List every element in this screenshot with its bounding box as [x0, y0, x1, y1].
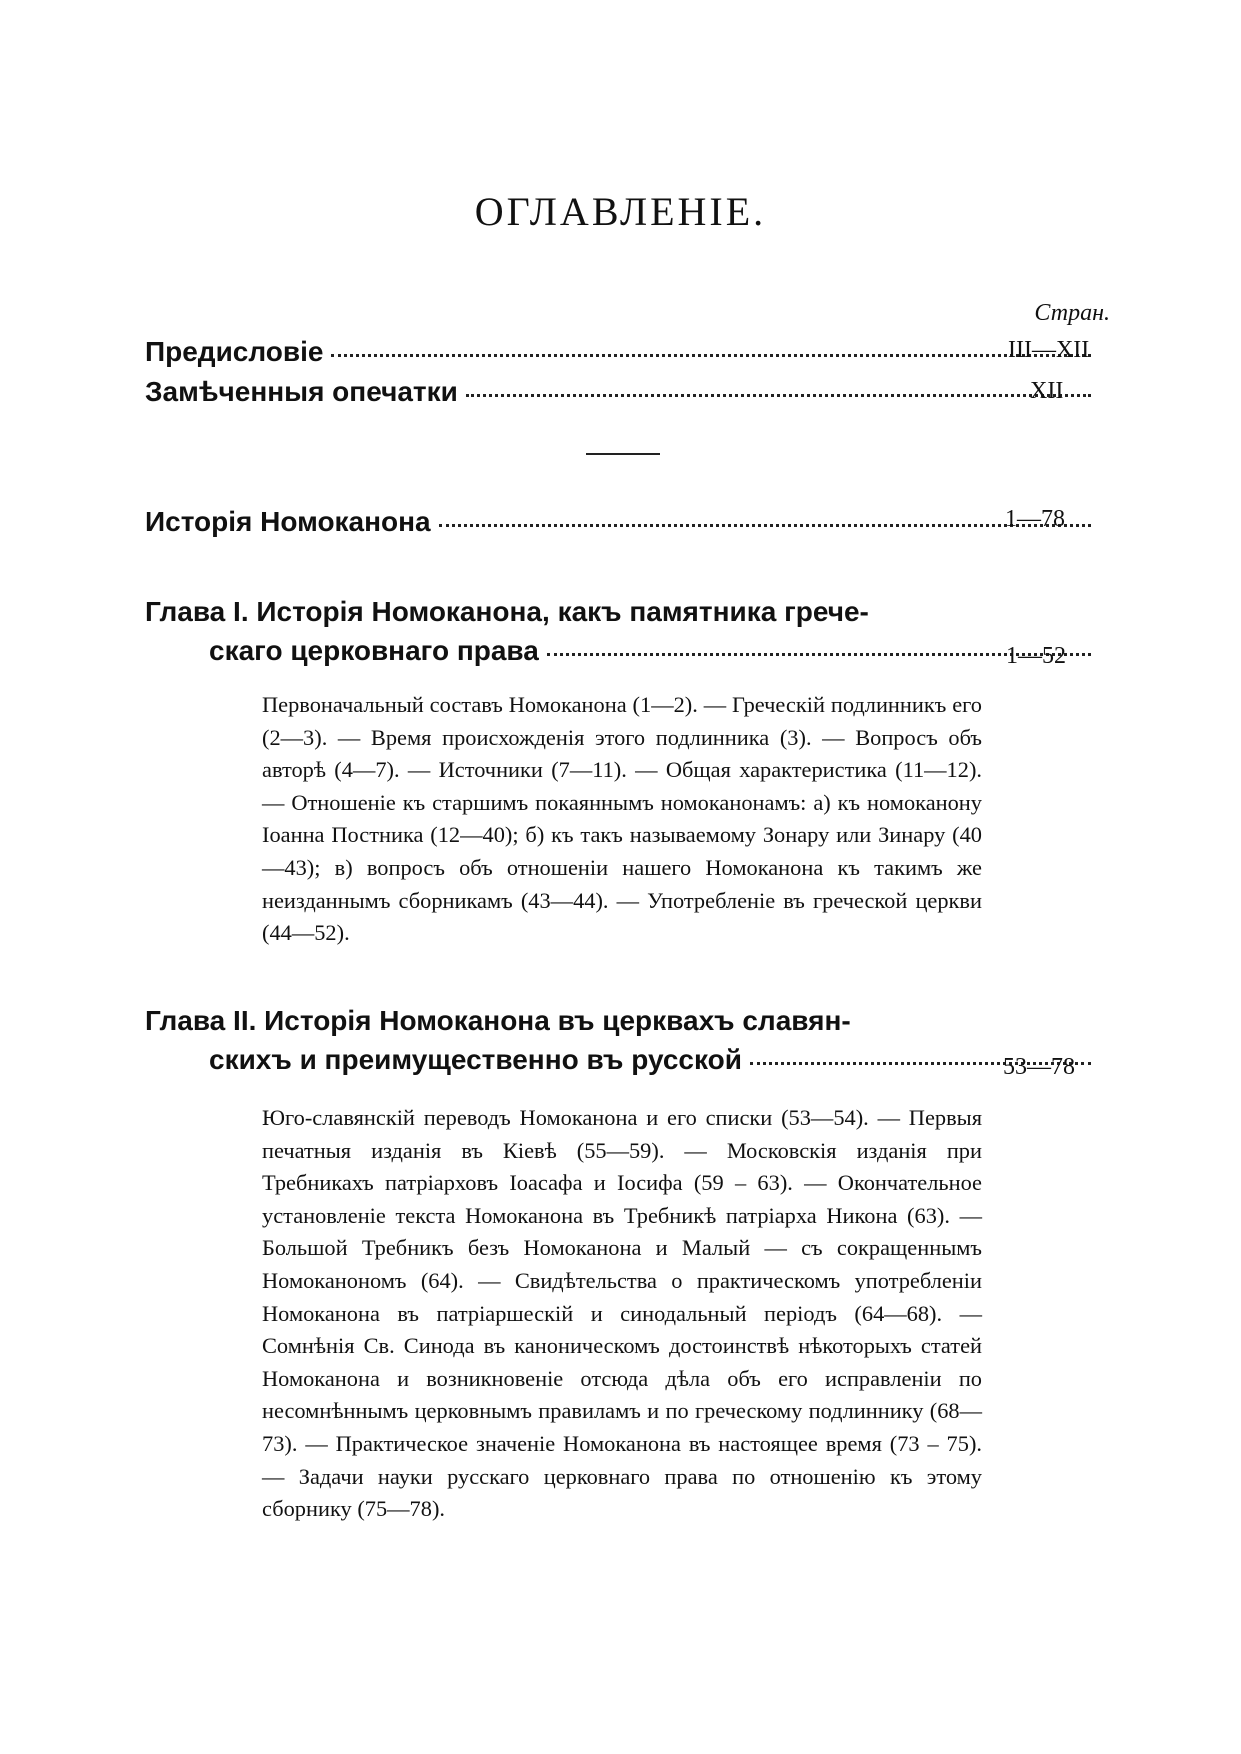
- toc-chapter-2[interactable]: [145, 1005, 1105, 1076]
- toc-entry-pages: 1—78: [1005, 506, 1065, 532]
- chapter-pages: 53—78: [1003, 1054, 1075, 1080]
- chapter-pages: 1—52: [1006, 643, 1066, 669]
- toc-chapter-1[interactable]: [145, 596, 1105, 667]
- toc-entry-pages: XII: [1030, 378, 1064, 404]
- pages-column-header: Стран.: [1034, 300, 1110, 326]
- chapter-description: Первоначальный составъ Номоканона (1—2). — Греческій подлинникъ его (2—3). — Время происхожденія этого подлинника (3). — Вопросъ объ авторѣ (4—7). — Источники (7—11). — Общая характеристика (11—12). — Отношеніе къ старшимъ покаяннымъ номоканонамъ: а) къ номоканону Іоанна Постника (12—40); б) къ такъ называемому Зонару или Зинару (40—43); в) вопросъ объ отношеніи нашего Номоканона къ такимъ же неизданнымъ сборникамъ (43—44). — Употребленіе въ греческой церкви (44—52).: [262, 692, 982, 946]
- toc-entry-pages: III—XII: [1008, 337, 1090, 363]
- leader-dots: [466, 369, 1091, 397]
- toc-entry-preface[interactable]: [145, 333, 1105, 368]
- toc-entry-label: Исторія Номоканона: [145, 506, 431, 538]
- chapter-title-line2: скихъ и преимущественно въ русской: [209, 1044, 742, 1076]
- chapter-title-line2: скаго церковнаго права: [209, 635, 539, 667]
- toc-entry-history[interactable]: [145, 503, 1105, 538]
- section-divider: [586, 453, 660, 455]
- chapter-title-line1: Глава I. Исторія Номоканона, какъ памятника грече-: [145, 596, 869, 627]
- toc-entry-label: Замѣченныя опечатки: [145, 376, 458, 408]
- leader-dots: [331, 329, 1091, 357]
- chapter-description: Юго-славянскій переводъ Номоканона и его списки (53—54). — Первыя печатныя изданія въ Кіевѣ (55—59). — Московскія изданія при Требникахъ патріарховъ Іоасафа и Іосифа (59 – 63). — Окончательное установленіе текста Номоканона въ Требникѣ патріарха Никона (63). — Большой Требникъ безъ Номоканона и Малый — съ сокращеннымъ Номоканономъ (64). — Свидѣтельства о практическомъ употребленіи Номоканона въ патріаршескій и синодальный періодъ (64—68). — Сомнѣнія Св. Синода въ каноническомъ достоинствѣ нѣкоторыхъ статей Номоканона и возникновеніе отсюда дѣла объ его исправленіи по несомнѣннымъ церковнымъ правиламъ и по греческому подлиннику (68—73). — Практическое значеніе Номоканона въ настоящее время (73 – 75). — Задачи науки русскаго церковнаго права по отношенію къ этому сборнику (75—78).: [262, 1105, 982, 1522]
- toc-entry-errata[interactable]: [145, 373, 1105, 408]
- leader-dots: [439, 499, 1091, 527]
- page-title: ОГЛАВЛЕНІЕ.: [474, 189, 767, 234]
- chapter-title-line1: Глава II. Исторія Номоканона въ церквахъ славян-: [145, 1005, 851, 1036]
- toc-entry-label: Предисловіе: [145, 336, 324, 368]
